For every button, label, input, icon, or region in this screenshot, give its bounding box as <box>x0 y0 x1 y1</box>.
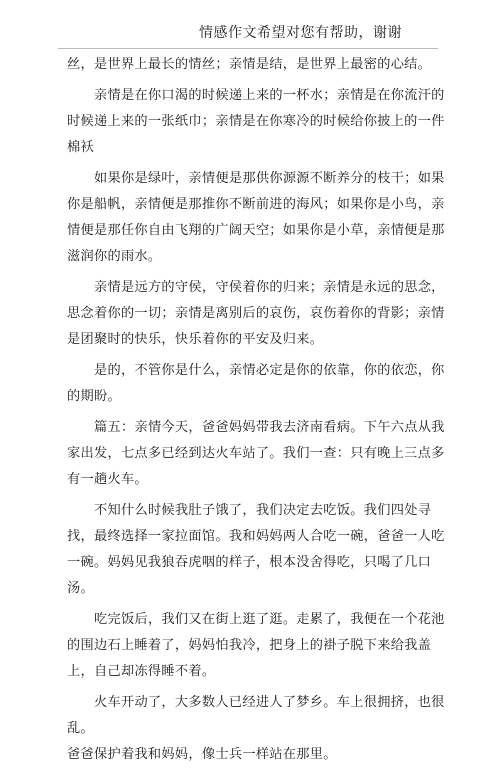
paragraph-8: 吃完饭后，我们又在街上逛了逛。走累了，我便在一个花池的围边石上睡着了，妈妈怕我冷，把身上的褂子脱下来给我盖上，自己却冻得睡不着。 <box>67 612 445 679</box>
paragraph-5: 是的，不管你是什么，亲情必定是你的依靠，你的依恋，你的期盼。 <box>67 363 445 404</box>
page-header: 情感作文希望对您有帮助，谢谢 <box>199 25 402 41</box>
paragraph-3: 如果你是绿叶，亲情便是那供你源源不断养分的枝干；如果你是船帆，亲情便是那推你不断前进的海风；如果你是小鸟，亲情便是那任你自由飞翔的广阔天空；如果你是小草，亲情便是那滋润你的雨水。 <box>67 171 445 264</box>
paragraph-2: 亲情是在你口渴的时候递上来的一杯水；亲情是在你流汗的时候递上来的一张纸巾；亲情是在你寒冷的时候给你披上的一件棉袄 <box>67 88 445 155</box>
paragraph-9: 火车开动了，大多数人已经进人了梦乡。车上很拥挤，也很乱。 <box>67 695 445 736</box>
paragraph-10: 爸爸保护着我和妈妈，像士兵一样站在那里。 <box>67 747 337 762</box>
paragraph-6: 篇五：亲情今天，爸爸妈妈带我去济南看病。下午六点从我家出发，七点多已经到达火车站了。我们一查：只有晚上三点多有一趟火车。 <box>67 420 445 487</box>
document-body <box>67 52 445 768</box>
header-divider <box>58 48 438 49</box>
paragraph-1: 丝，是世界上最长的情丝；亲情是结，是世界上最密的心结。 <box>67 57 432 72</box>
paragraph-7: 不知什么时候我肚子饿了，我们决定去吃饭。我们四处寻找，最终选择一家拉面馆。我和妈妈两人合吃一碗，爸爸一人吃一碗。妈妈见我狼吞虎咽的样子，根本没舍得吃，只喝了几口汤。 <box>67 503 445 596</box>
paragraph-4: 亲情是远方的守侯，守侯着你的归来；亲情是永远的思念，思念着你的一切；亲情是离别后的哀伤，哀伤着你的背影；亲情是团聚时的快乐，快乐着你的平安及归来。 <box>67 280 445 347</box>
